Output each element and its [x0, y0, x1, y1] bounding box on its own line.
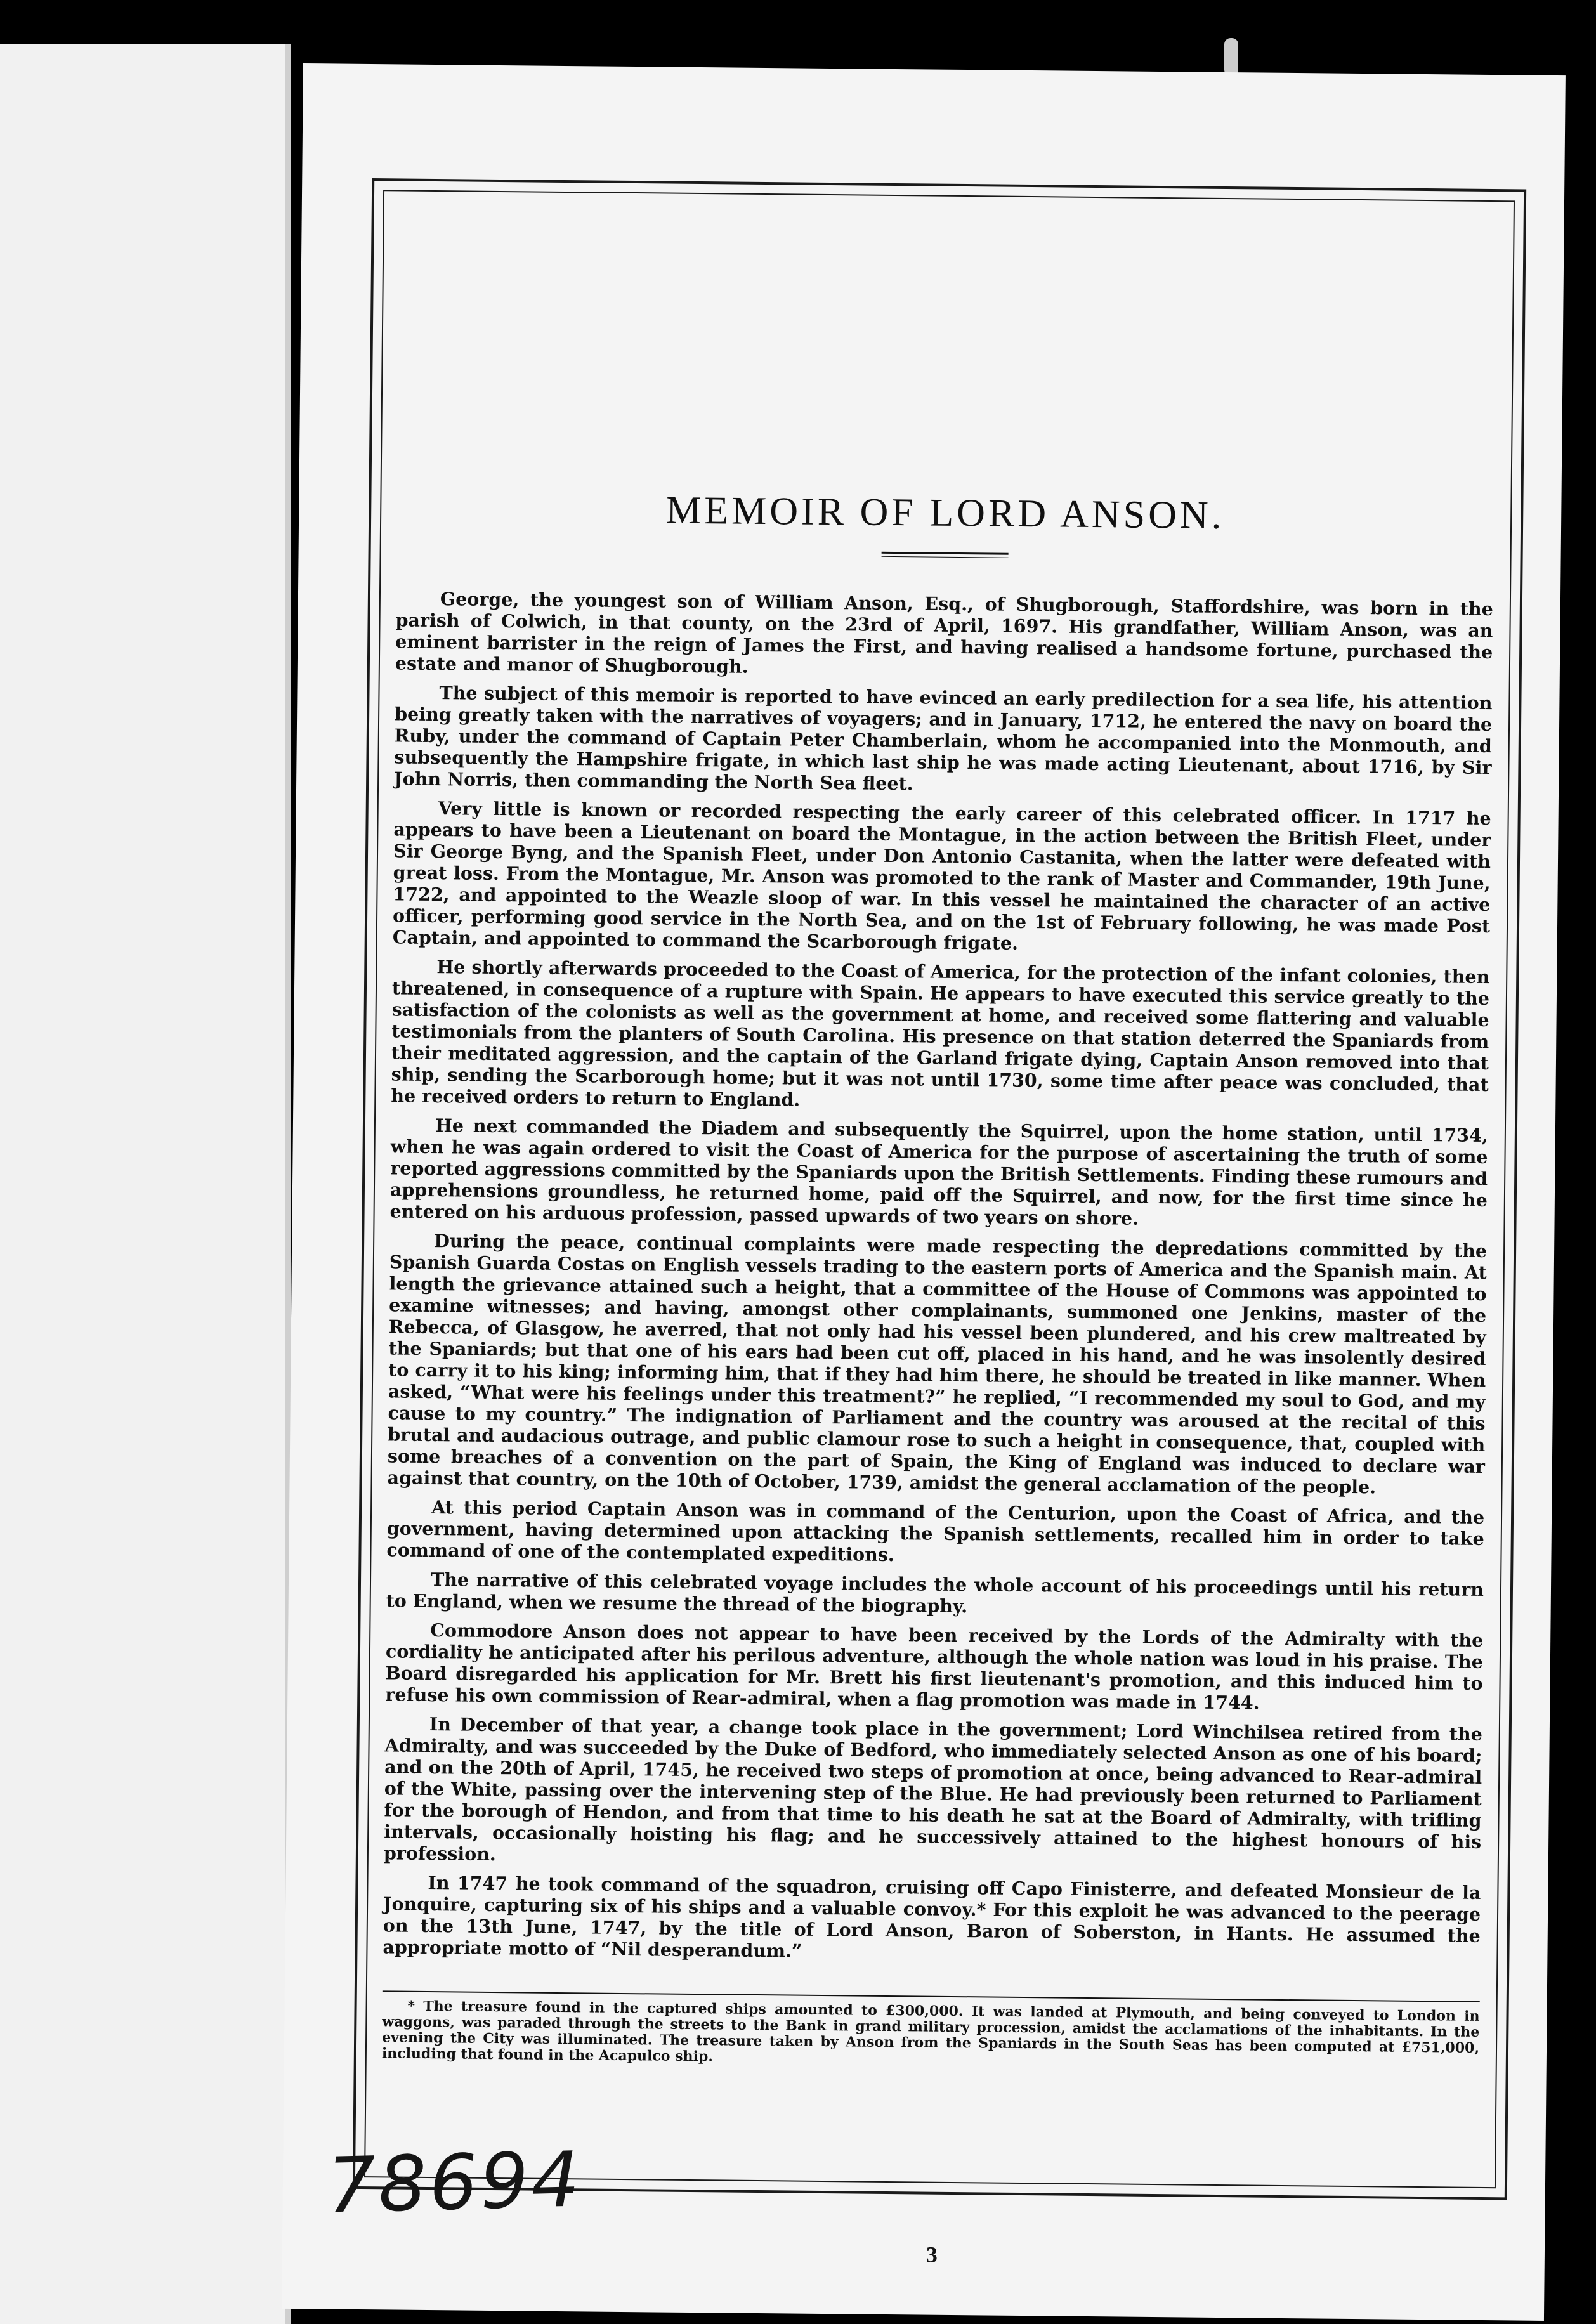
paragraph-10: In December of that year, a change took place in the government; Lord Winchilsea retired from the Admiralty, and was succeeded by the Duke of Bedford, who immediately selected Anson as one of his board; and on the 20th of April, 1745, he received two steps of promotion at once, being advanced to Rear-admiral of the White, passing over the intervening step of the Blue. He had previously been returned to Parliament for the borough of Hendon, and from that time to his death he sat at the Board of Admiralty, with trifling intervals, occasionally hoisting his flag; and he successively attained to the highest honours of his profession.: [383, 1713, 1482, 1865]
paragraph-8: The narrative of this celebrated voyage includes the whole account of his proceedings until his return to England, when we resume the thread of the biography.: [386, 1569, 1484, 1617]
paragraph-6: During the peace, continual complaints were made respecting the depredations committed by the Spanish Guarda Costas on English vessels trading to the eastern ports of America and the Spanish main. At length the grievance attained such a height, that a committee of the House of Commons was appointed to examine witnesses; and having, amongst other complainants, summoned one Jenkins, master of the Rebecca, of Glasgow, he averred, that not only had his vessel been plundered, and his crew maltreated by the Spaniards; but that one of his ears had been cut off, placed in his hand, and he was insolently desired to carry it to his king; informing him, that if they had him there, he should be treated in like manner. When asked, “What were his feelings under this treatment?” he replied, “I recommended my soul to God, and my cause to my country.” The indignation of Parliament and the country was aroused at the recital of this brutal and audacious outrage, and public clamour rose to such a height in consequence, that, coupled with some breaches of a convention on the part of Spain, the King of England was induced to declare war against that country, on the 10th of October, 1739, amidst the general acclamation of the people.: [387, 1230, 1488, 1498]
title-rule: [882, 552, 1009, 558]
paragraph-7: At this period Captain Anson was in command of the Centurion, upon the Coast of Africa, and the government, having determined upon attacking the Spanish settlements, recalled him in order to take command of one of the contemplated expeditions.: [386, 1496, 1485, 1566]
right-page: [282, 63, 1566, 2321]
footnote: * The treasure found in the captured ships amounted to £300,000. It was landed at Plymouth, and being conveyed to London in waggons, was paraded through the streets to the Bank in grand military procession, amidst the acclamations of the inhabitants. In the evening the City was illuminated. The treasure taken by Anson from the Spaniards in the South Seas has been computed at £751,000, including that found in the Acapulco ship.: [381, 1997, 1480, 2065]
left-blank-page: [0, 44, 291, 2324]
page-title: MEMOIR OF LORD ANSON.: [665, 488, 1225, 537]
paragraph-3: Very little is known or recorded respecting the early career of this celebrated officer. In 1717 he appears to have been a Lieutenant on board the Montague, in the action between the British Fleet, under Sir George Byng, and the Spanish Fleet, under Don Antonio Castanita, when the latter were defeated with great loss. From the Montague, Mr. Anson was promoted to the rank of Master and Commander, 19th June, 1722, and appointed to the Weazle sloop of war. In this vessel he maintained the character of an active officer, performing good service in the North Sea, and on the 1st of February following, he was made Post Captain, and appointed to command the Scarborough frigate.: [392, 797, 1491, 954]
scan-artifact: [1224, 38, 1238, 76]
paragraph-1: George, the youngest son of William Anson, Esq., of Shugborough, Staffordshire, was born in the parish of Colwich, in that county, on the 23rd of April, 1697. His grandfather, William Anson, was an eminent barrister in the reign of James the First, and having realised a handsome fortune, purchased the estate and manor of Shugborough.: [395, 588, 1493, 677]
paragraph-4: He shortly afterwards proceeded to the Coast of America, for the protection of the infant colonies, then threatened, in consequence of a rupture with Spain. He appears to have executed this service greatly to the satisfaction of the colonists as well as the government at home, and received some flattering and valuable testimonials from the planters of South Carolina. His presence on that station deterred the Spaniards from their meditated aggression, and the captain of the Garland frigate dying, Captain Anson removed into that ship, sending the Scarborough home; but it was not until 1730, some time after peace was concluded, that he received orders to return to England.: [391, 956, 1490, 1111]
handwritten-accession-number: 78694: [326, 2136, 584, 2231]
paragraph-11: In 1747 he took command of the squadron, cruising off Capo Finisterre, and defeated Monsieur de la Jonquire, capturing six of his ships and a valuable convoy.* For this exploit he was advanced to the peerage on the 13th June, 1747, by the title of Lord Anson, Baron of Soberston, in Hants. He assumed the appropriate motto of “Nil desperandum.”: [383, 1872, 1481, 1962]
memoir-text-block: [382, 485, 1495, 2072]
page-border-frame: [353, 178, 1526, 2268]
paragraph-9: Commodore Anson does not appear to have been received by the Lords of the Admiralty with the cordiality he anticipated after his perilous adventure, although the whole nation was loud in his praise. The Board disregarded his application for Mr. Brett his first lieutenant's promotion, and this induced him to refuse his own commission of Rear-admiral, when a flag promotion was made in 1744.: [385, 1619, 1484, 1714]
paragraph-5: He next commanded the Diadem and subsequently the Squirrel, upon the home station, until 1734, when he was again ordered to visit the Coast of America for the purpose of ascertaining the truth of some reported aggressions committed by the Spaniards upon the British Settlements. Finding these rumours and apprehensions groundless, he returned home, paid off the Squirrel, and now, for the first time since he entered on his arduous profession, passed upwards of two years on shore.: [389, 1114, 1489, 1229]
footnote-block: [382, 1990, 1480, 2072]
paragraph-2: The subject of this memoir is reported to have evinced an early predilection for a sea life, his attention being greatly taken with the narratives of voyagers; and in January, 1712, he entered the navy on board the Ruby, under the command of Captain Peter Chamberlain, whom he accompanied into the Monmouth, and subsequently the Hampshire frigate, in which last ship he was made acting Lieutenant, about 1716, by Sir John Norris, then commanding the North Sea fleet.: [394, 682, 1493, 795]
page-number: 3: [926, 2242, 938, 2268]
